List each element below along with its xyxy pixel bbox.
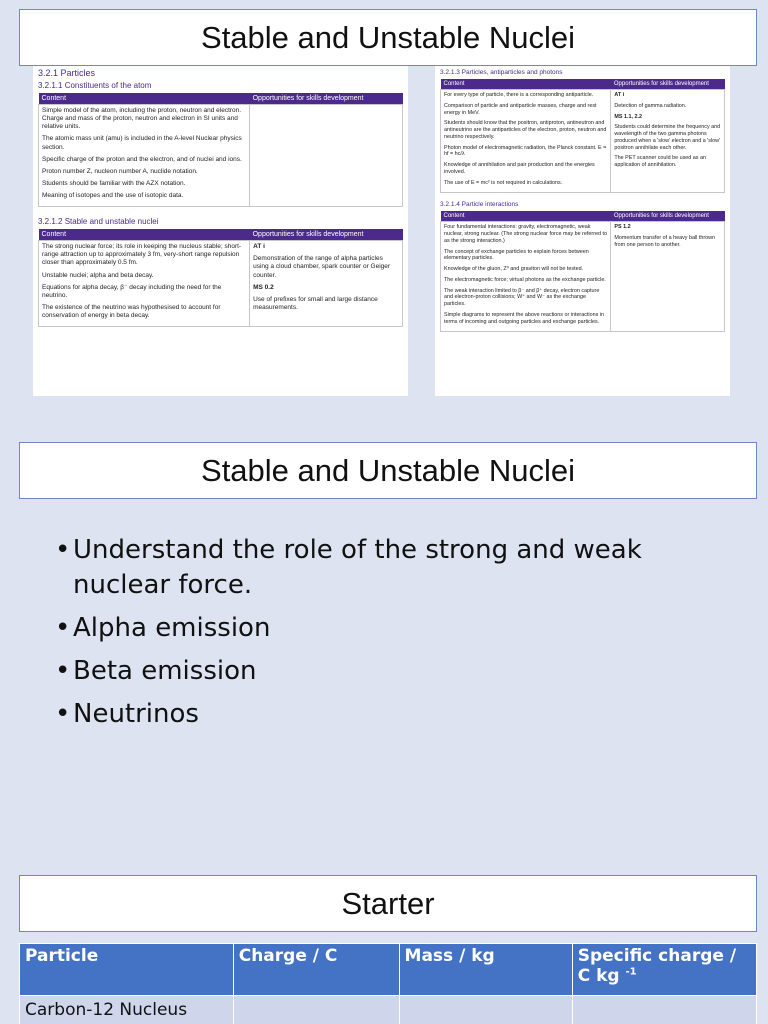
spec-line: Photon model of electromagnetic radiation, the Planck constant. E = hf = hc/λ (444, 144, 607, 158)
spec-line: Demonstration of the range of alpha particles using a cloud chamber, spark counter or Geiger counter. (253, 255, 391, 279)
spec-table-constituents (38, 93, 403, 207)
spec-opps-code: AT i (253, 243, 265, 251)
spec-subheading: 3.2.1.3 Particles, antiparticles and photons (440, 69, 563, 76)
spec-col-content: Content (39, 93, 250, 105)
spec-opps-code: PS 1.2 (614, 224, 631, 231)
spec-line: Detection of gamma radiation. (614, 102, 687, 109)
spec-line: Momentum transfer of a heavy ball thrown from one person to another. (614, 235, 716, 248)
spec-content-cell (39, 241, 250, 327)
spec-table-stable (38, 229, 403, 327)
bullet-text: Alpha emission (73, 613, 271, 643)
spec-line: Knowledge of the gluon, Z⁰ and graviton will not be tested. (444, 266, 584, 272)
spec-line: Students should be familiar with the AZX notation. (42, 179, 186, 187)
bullet-text: Understand the role of the strong and weak nuclear force. (73, 535, 642, 600)
spec-subheading: 3.2.1.2 Stable and unstable nuclei (38, 217, 159, 227)
bullet-icon: • (55, 656, 71, 686)
spec-content-cell (441, 90, 611, 193)
spec-line: Knowledge of annihilation and pair production and the energies involved. (444, 162, 595, 175)
spec-opps-cell (250, 241, 403, 327)
bullet-icon: • (55, 613, 71, 643)
slide1-title: Stable and Unstable Nuclei (19, 9, 757, 66)
bullet-text: Neutrinos (73, 699, 199, 729)
spec-line: The existence of the neutrino was hypothesised to account for conservation of energy in beta decay. (42, 303, 221, 319)
table-cell-specific-charge[interactable] (572, 996, 756, 1024)
spec-line: For every type of particle, there is a corresponding antiparticle. (444, 92, 594, 98)
spec-line: The concept of exchange particles to explain forces between elementary particles. (444, 248, 589, 262)
spec-page-left (33, 66, 408, 396)
spec-line: Four fundamental interactions: gravity, electromagnetic, weak nuclear, strong nuclear. (The strong nuclear force may be referred to as the strong interaction.) (444, 224, 607, 244)
spec-col-opps: Opportunities for skills development (250, 93, 403, 105)
list-item (55, 611, 735, 646)
spec-opps-cell (611, 90, 725, 193)
spec-subheading: 3.2.1.1 Constituents of the atom (38, 81, 152, 90)
spec-line: Unstable nuclei; alpha and beta decay. (42, 271, 154, 279)
header-exponent: -1 (625, 966, 637, 978)
header-particle: Particle (20, 944, 234, 996)
bullet-icon: • (55, 699, 71, 729)
bullet-text: Beta emission (73, 656, 257, 686)
spec-col-opps: Opportunities for skills development (611, 79, 725, 90)
table-cell-charge[interactable] (233, 996, 399, 1024)
spec-line: Students should know that the positron, antiproton, antineutron and antineutrino are the antiparticles of the electron, proton, neutron and neutrino respectively. (444, 120, 607, 140)
spec-line: Meaning of isotopes and the use of isotopic data. (42, 192, 184, 199)
spec-opps-code: MS 1.1, 2.2 (614, 113, 642, 120)
spec-line: Simple diagrams to represent the above reactions or interactions in terms of incoming and outgoing particles and exchange particles. (444, 311, 605, 325)
spec-line: Students could determine the frequency and wavelength of the two gamma photons produced when a 'slow' electron and a 'slow' positron annihilate each other. (614, 124, 721, 151)
list-item (55, 533, 735, 603)
spec-line: Equations for alpha decay, β⁻ decay including the need for the neutrino. (42, 283, 222, 299)
spec-line: Proton number Z, nucleon number A, nuclide notation. (42, 167, 198, 175)
spec-line: The weak interaction limited to β⁻ and β⁺ decay, electron capture and electron-proton collisions; W⁺ and W⁻ as the exchange particles. (444, 287, 600, 307)
spec-line: Specific charge of the proton and the electron, and of nuclei and ions. (42, 155, 242, 163)
starter-table (19, 943, 757, 1024)
spec-col-content: Content (441, 79, 611, 90)
header-specific-charge (572, 944, 756, 996)
spec-table-antiparticles (440, 79, 725, 193)
list-item (55, 654, 735, 689)
spec-line: The PET scanner could be used as an application of annihilation. (614, 155, 706, 168)
spec-col-opps: Opportunities for skills development (250, 229, 403, 241)
spec-line: The use of E = mc² is not required in calculations. (444, 179, 563, 186)
spec-page-right (435, 66, 730, 396)
bullet-icon: • (55, 535, 71, 565)
spec-col-opps: Opportunities for skills development (611, 211, 725, 222)
table-row (20, 996, 757, 1024)
slide2-title: Stable and Unstable Nuclei (19, 442, 757, 499)
spec-line: The strong nuclear force; its role in keeping the nucleus stable; short-range attraction up to approximately 3 fm, very-short range repulsion closer than approximately 0.5 fm. (42, 243, 242, 267)
spec-content-cell (441, 222, 611, 332)
slide3-title: Starter (19, 875, 757, 932)
spec-opps-code: AT i (614, 92, 625, 98)
header-specific-charge-text: Specific charge / C kg (577, 946, 737, 986)
spec-line: Use of prefixes for small and large distance measurements. (253, 295, 378, 311)
objectives-list (55, 533, 735, 740)
spec-line: Comparison of particle and antiparticle masses, charge and rest energy in MeV. (444, 102, 597, 116)
spec-col-content: Content (441, 211, 611, 222)
table-cell-particle: Carbon-12 Nucleus (20, 996, 234, 1024)
spec-table-interactions (440, 211, 725, 332)
spec-opps-cell (250, 105, 403, 207)
header-charge: Charge / C (233, 944, 399, 996)
table-cell-mass[interactable] (399, 996, 572, 1024)
spec-opps-code: MS 0.2 (253, 283, 274, 291)
spec-content-cell (39, 105, 250, 207)
spec-line: The electromagnetic force; virtual photons as the exchange particle. (444, 276, 606, 283)
list-item (55, 697, 735, 732)
spec-heading: 3.2.1 Particles (38, 68, 96, 78)
table-header-row (20, 944, 757, 996)
spec-subheading: 3.2.1.4 Particle interactions (440, 201, 519, 209)
spec-line: The atomic mass unit (amu) is included in the A-level Nuclear physics section. (42, 135, 242, 151)
spec-opps-cell (611, 222, 725, 332)
spec-col-content: Content (39, 229, 250, 241)
header-mass: Mass / kg (399, 944, 572, 996)
spec-line: Simple model of the atom, including the proton, neutron and electron. Charge and mass of the proton, neutron and electron in SI units and relative units. (42, 107, 242, 131)
